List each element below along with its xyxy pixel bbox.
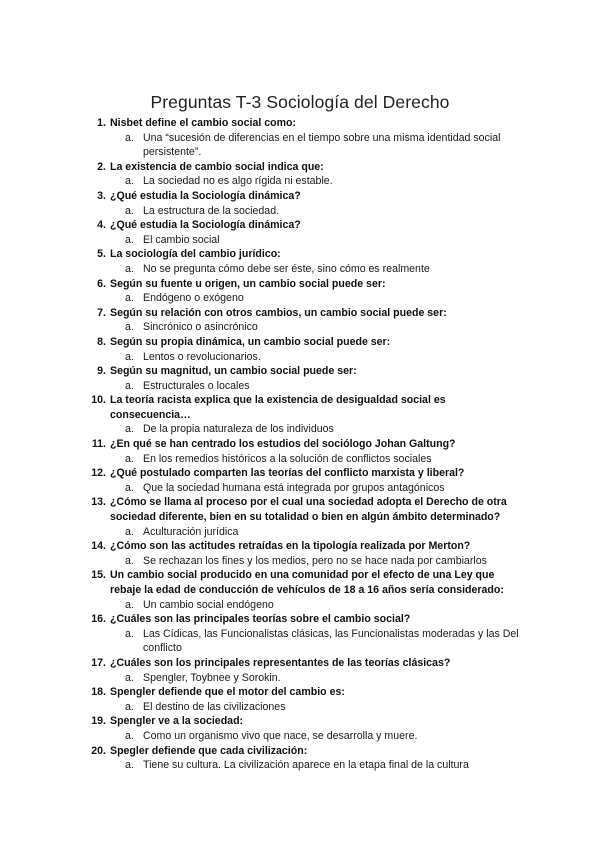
question — [88, 393, 528, 422]
question — [88, 466, 528, 481]
question-text: ¿Qué postulado comparten las teorías del conflicto marxista y liberal? — [110, 467, 465, 480]
answer-text: Spengler, Toybnee y Sorokin. — [143, 671, 281, 684]
question-text: Según su fuente u origen, un cambio social puede ser: — [110, 277, 386, 290]
question — [88, 335, 528, 350]
answer-text: La sociedad no es algo rígida ni estable. — [143, 175, 333, 188]
question-number: 12. — [91, 467, 106, 480]
answer — [88, 233, 528, 248]
answer — [88, 262, 528, 277]
question-number: 2. — [97, 160, 106, 173]
question — [88, 685, 528, 700]
question — [88, 189, 528, 204]
question-number: 10. — [91, 394, 106, 407]
answer-text: Se rechazan los fines y los medios, pero no se hace nada por cambiarlos — [143, 554, 487, 567]
question-item — [88, 306, 528, 335]
question — [88, 116, 528, 131]
answer-letter: a. — [125, 598, 134, 611]
answer-letter: a. — [125, 452, 134, 465]
answer-text: El cambio social — [143, 233, 220, 246]
question-text: La teoría racista explica que la existencia de desigualdad social es consecuencia… — [110, 394, 446, 421]
question — [88, 714, 528, 729]
answer-letter: a. — [125, 423, 134, 436]
question — [88, 218, 528, 233]
question-number: 11. — [91, 438, 106, 451]
question — [88, 437, 528, 452]
answer-text: Aculturación jurídica — [143, 525, 239, 538]
question-item — [88, 612, 528, 656]
question-number: 7. — [97, 306, 106, 319]
answer-letter: a. — [125, 350, 134, 363]
answer-letter: a. — [125, 671, 134, 684]
question-item — [88, 714, 528, 743]
question-text: ¿Cuáles son las principales teorías sobre el cambio social? — [110, 613, 411, 626]
question-number: 19. — [91, 715, 106, 728]
answer-letter: a. — [125, 729, 134, 742]
answer — [88, 671, 528, 686]
answer-letter: a. — [125, 481, 134, 494]
question-text: La existencia de cambio social indica que: — [110, 160, 324, 173]
answer — [88, 350, 528, 365]
question-text: ¿Qué estudia la Sociología dinámica? — [110, 219, 301, 232]
question-number: 6. — [97, 277, 106, 290]
question — [88, 364, 528, 379]
question-number: 14. — [91, 540, 106, 553]
question-text: ¿Cuáles son los principales representantes de las teorías clásicas? — [110, 656, 451, 669]
question — [88, 612, 528, 627]
answer-letter: a. — [125, 292, 134, 305]
question-text: ¿Cómo son las actitudes retraídas en la tipología realizada por Merton? — [110, 540, 471, 553]
question-text: Según su relación con otros cambios, un cambio social puede ser: — [110, 306, 447, 319]
question-item — [88, 116, 528, 160]
question-item — [88, 335, 528, 364]
question-item — [88, 364, 528, 393]
answer-text: Como un organismo vivo que nace, se desarrolla y muere. — [143, 729, 418, 742]
answer-text: Estructurales o locales — [143, 379, 250, 392]
answer-text: De la propia naturaleza de los individuos — [143, 423, 334, 436]
question-item — [88, 539, 528, 568]
question-text: Un cambio social producido en una comunidad por el efecto de una Ley que rebaje la edad de conducción de vehículos de 18 a 16 años sería considerado: — [110, 569, 504, 596]
answer — [88, 452, 528, 467]
question — [88, 247, 528, 262]
answer — [88, 204, 528, 219]
question-number: 20. — [91, 744, 106, 757]
answer — [88, 598, 528, 613]
question-number: 15. — [91, 569, 106, 582]
answer — [88, 291, 528, 306]
answer — [88, 481, 528, 496]
answer — [88, 627, 528, 656]
question-item — [88, 466, 528, 495]
question-text: ¿Cómo se llama al proceso por el cual una sociedad adopta el Derecho de otra sociedad diferente, bien en su totalidad o bien en algún ámbito determinado? — [110, 496, 507, 524]
answer — [88, 320, 528, 335]
question-list — [88, 116, 528, 773]
question — [88, 656, 528, 671]
answer — [88, 379, 528, 394]
answer-text: Que la sociedad humana está integrada por grupos antagónicos — [143, 481, 445, 494]
question-item — [88, 744, 528, 773]
question-text: Nisbet define el cambio social como: — [110, 117, 297, 129]
answer-text: No se pregunta cómo debe ser éste, sino cómo es realmente — [143, 262, 430, 275]
answer-text: La estructura de la sociedad. — [143, 204, 280, 217]
question — [88, 539, 528, 554]
question-item — [88, 656, 528, 685]
question-item — [88, 189, 528, 218]
answer — [88, 729, 528, 744]
answer-letter: a. — [125, 554, 134, 567]
question-number: 9. — [97, 365, 106, 378]
answer-text: Sincrónico o asincrónico — [143, 321, 258, 334]
answer-letter: a. — [125, 204, 134, 217]
answer-letter: a. — [125, 379, 134, 392]
answer-letter: a. — [125, 700, 134, 713]
answer-text: Lentos o revolucionarios. — [143, 350, 261, 363]
answer-text: El destino de las civilizaciones — [143, 700, 286, 713]
question-item — [88, 495, 528, 539]
question — [88, 744, 528, 759]
answer — [88, 700, 528, 715]
answer-letter: a. — [125, 131, 134, 144]
question-text: Spengler defiende que el motor del cambio es: — [110, 686, 345, 699]
answer — [88, 422, 528, 437]
question-text: ¿En qué se han centrado los estudios del sociólogo Johan Galtung? — [110, 438, 456, 451]
answer — [88, 758, 528, 773]
question-text: Spegler defiende que cada civilización: — [110, 744, 308, 757]
answer-text: Una “sucesión de diferencias en el tiempo sobre una misma identidad social persistente”. — [143, 131, 501, 159]
answer-text: En los remedios históricos a la solución de conflictos sociales — [143, 452, 432, 465]
question-number: 16. — [91, 613, 106, 626]
page-title: Preguntas T-3 Sociología del Derecho — [150, 92, 450, 112]
question-item — [88, 218, 528, 247]
answer-text: Las Cídicas, las Funcionalistas clásicas, las Funcionalistas moderadas y las Del conflicto — [143, 627, 519, 655]
answer-letter: a. — [125, 262, 134, 275]
question-number: 5. — [97, 248, 106, 261]
answer — [88, 174, 528, 189]
question-number: 13. — [91, 496, 106, 509]
answer-text: Endógeno o exógeno — [143, 292, 244, 305]
answer-letter: a. — [125, 321, 134, 334]
question-item — [88, 393, 528, 437]
answer-letter: a. — [125, 627, 134, 640]
answer-letter: a. — [125, 233, 134, 246]
question-number: 3. — [97, 189, 106, 202]
question-number: 18. — [91, 686, 106, 699]
question-number: 17. — [91, 656, 106, 669]
answer — [88, 525, 528, 540]
answer-letter: a. — [125, 175, 134, 188]
question-text: Spengler ve a la sociedad: — [110, 715, 244, 728]
question-text: ¿Qué estudia la Sociología dinámica? — [110, 189, 301, 202]
answer-letter: a. — [125, 525, 134, 538]
question-item — [88, 437, 528, 466]
question-item — [88, 277, 528, 306]
question — [88, 306, 528, 321]
answer — [88, 554, 528, 569]
question-number: 1. — [97, 117, 106, 129]
question-item — [88, 160, 528, 189]
question-number: 4. — [97, 219, 106, 232]
question — [88, 160, 528, 175]
question-item — [88, 247, 528, 276]
question — [88, 568, 528, 597]
question — [88, 277, 528, 292]
answer-text: Tiene su cultura. La civilización aparece en la etapa final de la cultura — [143, 759, 469, 772]
answer — [88, 131, 528, 160]
question-item — [88, 685, 528, 714]
question-text: Según su propia dinámica, un cambio social puede ser: — [110, 335, 391, 348]
question-text: La sociología del cambio jurídico: — [110, 248, 281, 261]
question — [88, 495, 528, 524]
answer-letter: a. — [125, 759, 134, 772]
question-text: Según su magnitud, un cambio social puede ser: — [110, 365, 357, 378]
answer-text: Un cambio social endógeno — [143, 598, 274, 611]
question-item — [88, 568, 528, 612]
question-number: 8. — [97, 335, 106, 348]
